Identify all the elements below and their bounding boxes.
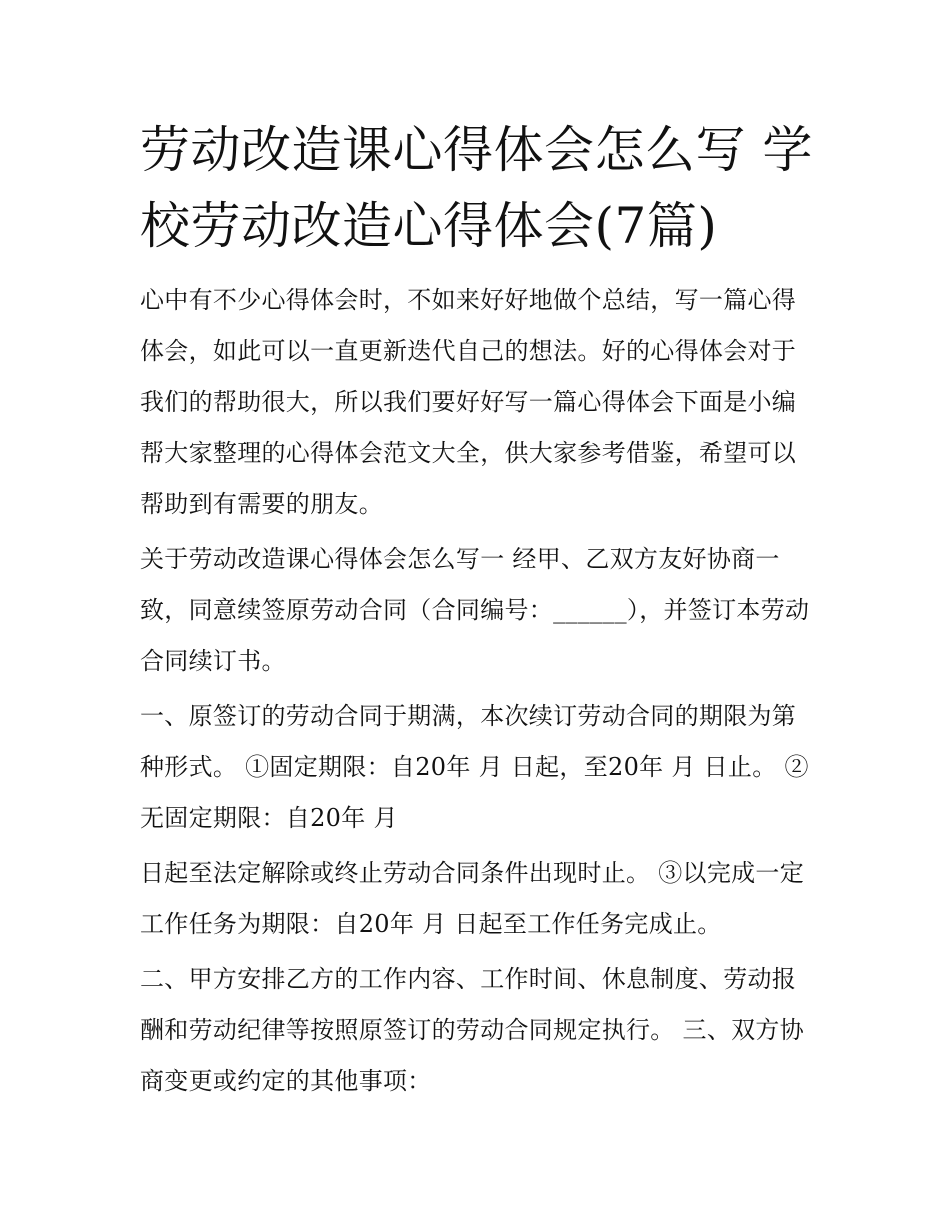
paragraph-term-continued: 日起至法定解除或终止劳动合同条件出现时止。 ③以完成一定工作任务为期限：自20年 月 日起至工作任务完成止。 (140, 859, 805, 938)
paragraph-work-arrangement: 二、甲方安排乙方的工作内容、工作时间、休息制度、劳动报酬和劳动纪律等按照原签订的劳动合同规定执行。 三、双方协商变更或约定的其他事项： (140, 965, 805, 1095)
page-title: 劳动改造课心得体会怎么写 学校劳动改造心得体会(7篇) (140, 121, 813, 255)
paragraph-intro: 心中有不少心得体会时，不如来好好地做个总结，写一篇心得体会，如此可以一直更新迭代自己的想法。好的心得体会对于我们的帮助很大，所以我们要好好写一篇心得体会下面是小编帮大家整理的心得体会范文大全，供大家参考借鉴，希望可以帮助到有需要的朋友。 (140, 286, 797, 518)
paragraph-term: 一、原签订的劳动合同于期满，本次续订劳动合同的期限为第种形式。 ①固定期限：自20年 月 日起，至20年 月 日止。 ②无固定期限：自20年 月 (140, 702, 809, 832)
paragraph-contract-renewal: 关于劳动改造课心得体会怎么写一 经甲、乙双方友好协商一致，同意续签原劳动合同（合同编号：______），并签订本劳动合同续订书。 (140, 545, 810, 675)
document-body (140, 275, 820, 1111)
